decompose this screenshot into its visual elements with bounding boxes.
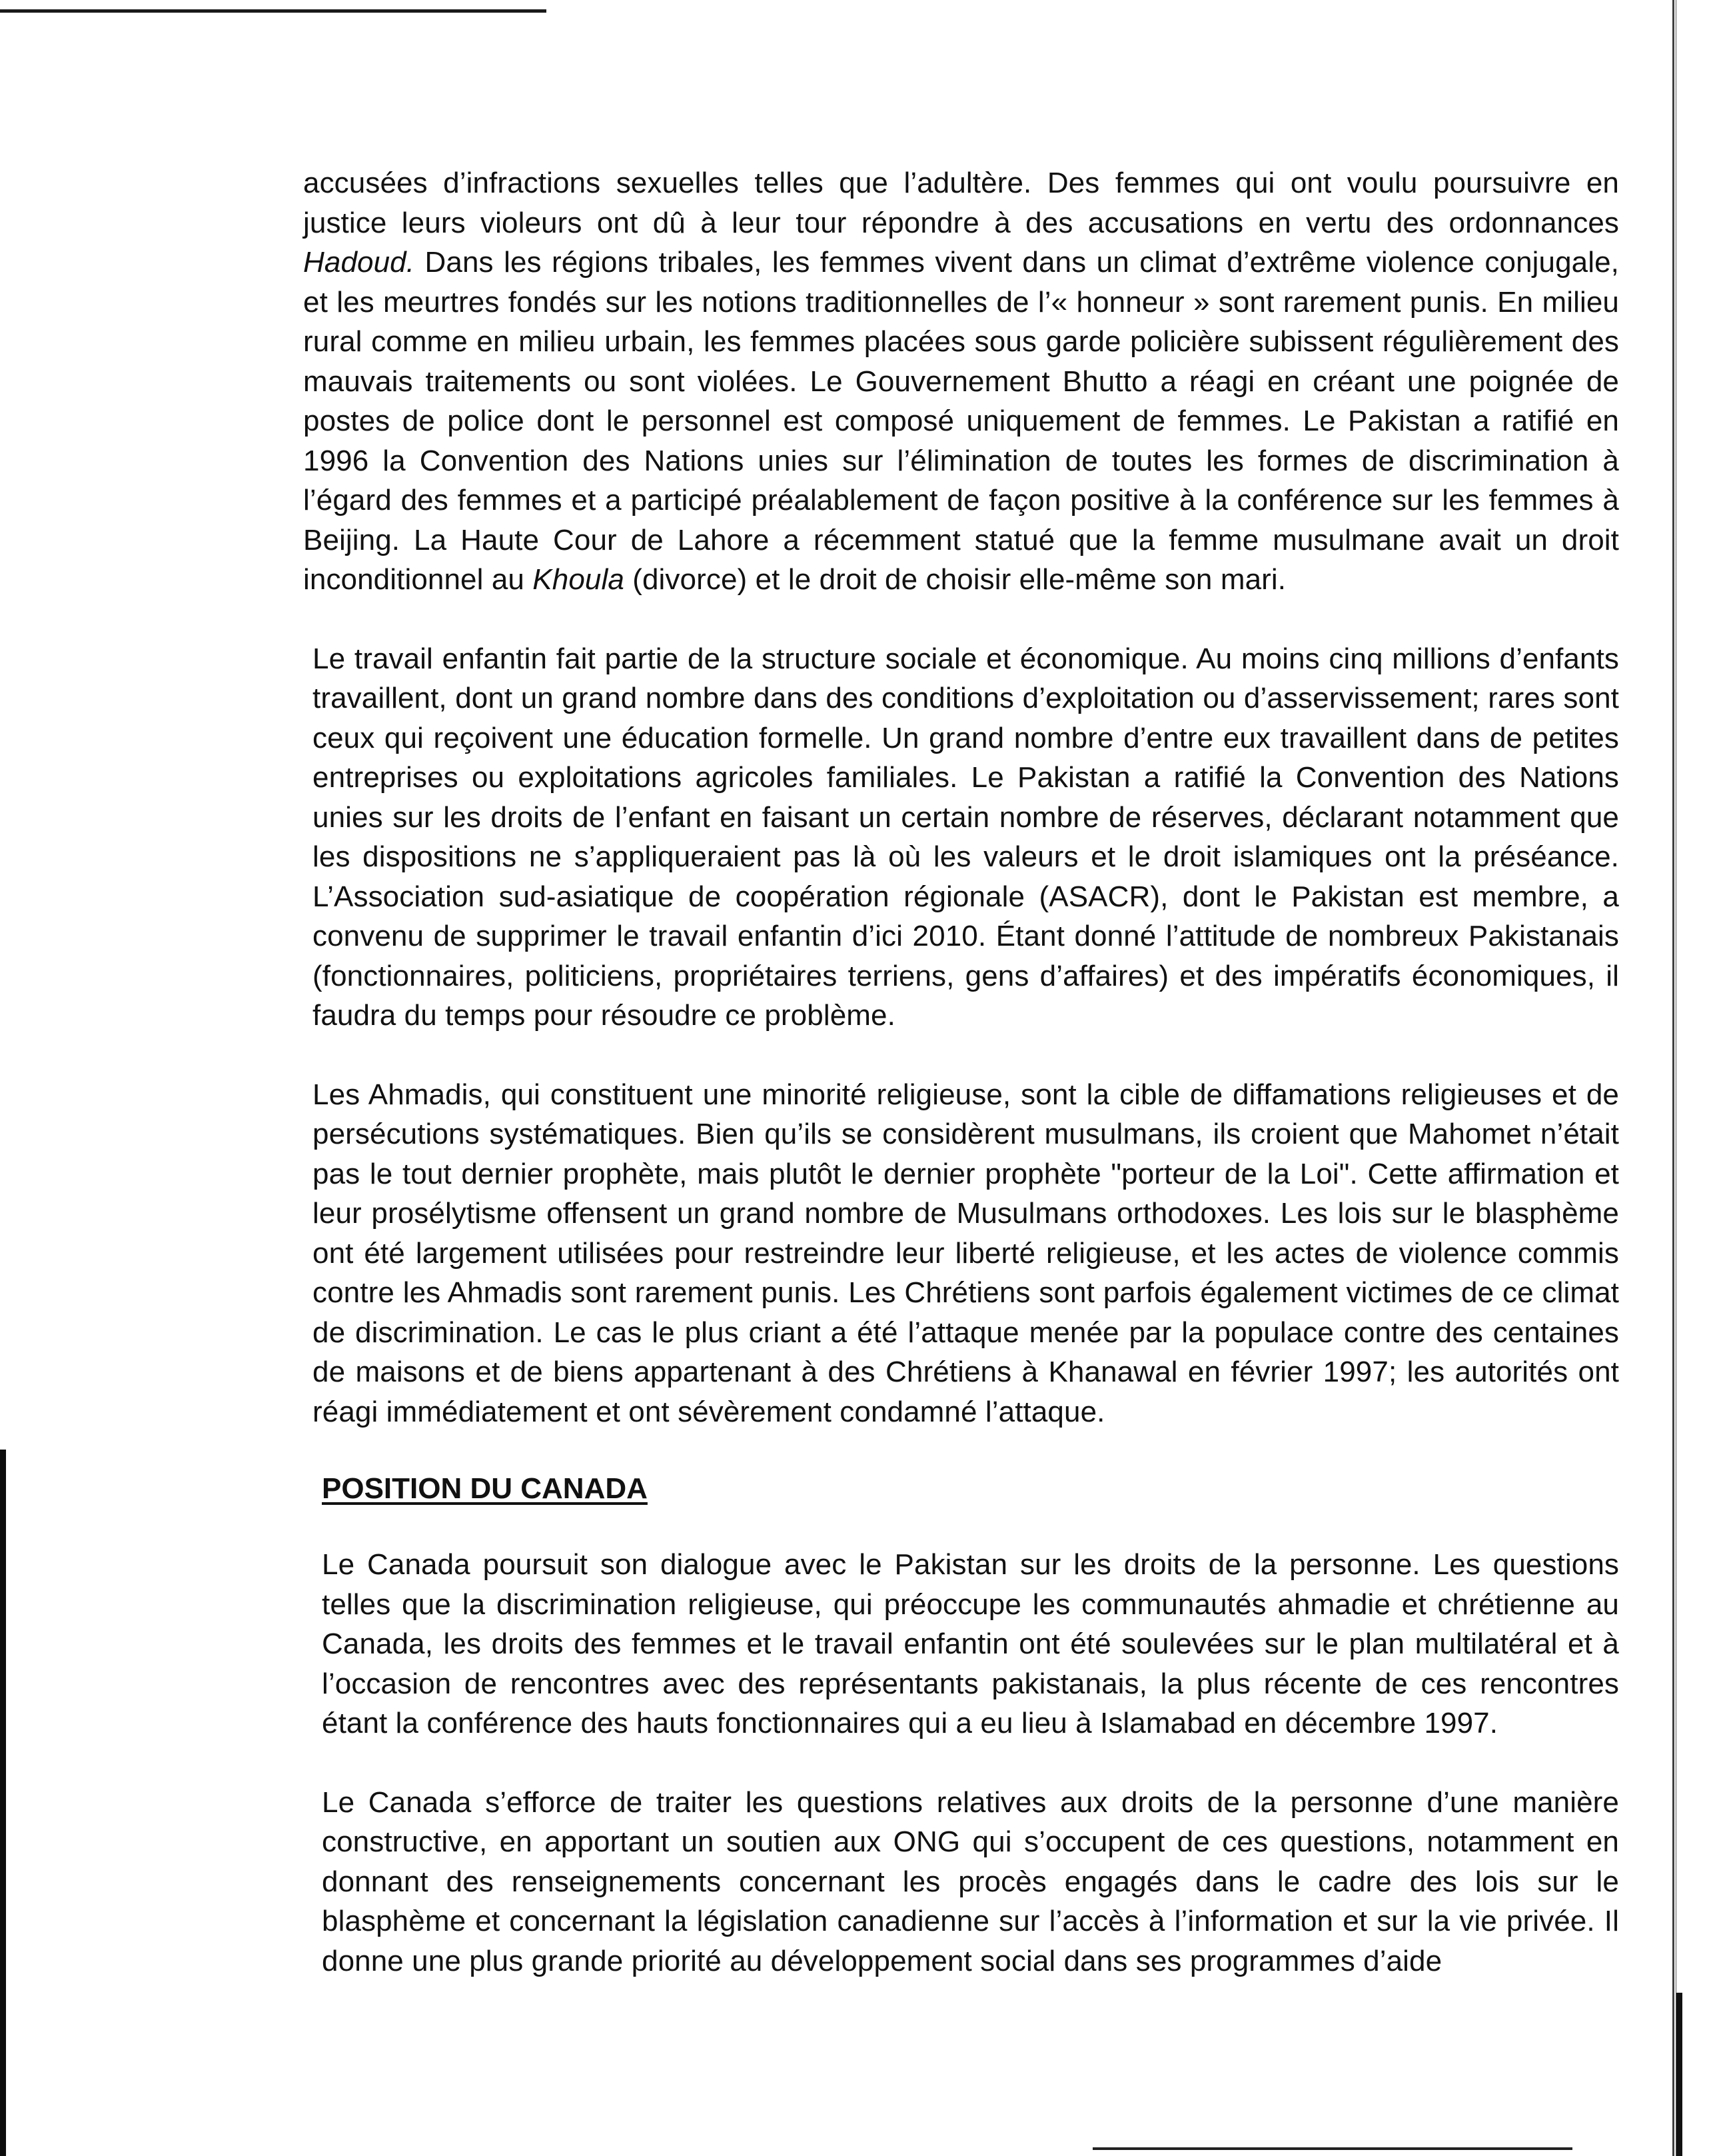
paragraph-canada-efforts: Le Canada s’efforce de traiter les questions relatives aux droits de la personne d’une manière constructive, en apportant un soutien aux ONG qui s’occupent de ces questions, notamment en donnant des renseignements concernant les procès engagés dans le cadre des lois sur le blasphème et concernant la législation canadienne sur l’accès à l’information et sur la vie privée. Il donne une plus grande priorité au développement social dans ses programmes d’aide [322, 1785, 1619, 1977]
paragraph-women-rights [303, 163, 1619, 600]
paragraph-women-rights-end: (divorce) et le droit de choisir elle-même son mari. [624, 563, 1287, 596]
scan-top-edge-line [0, 9, 546, 13]
term-khoula: Khoula [532, 563, 624, 596]
scan-left-edge-bar [0, 1450, 6, 2156]
section-heading: POSITION DU CANADA [322, 1472, 648, 1505]
scan-right-edge-bar [1676, 1993, 1682, 2156]
scan-right-edge-line [1672, 0, 1678, 2156]
paragraph-ahmadis: Les Ahmadis, qui constituent une minorité religieuse, sont la cible de diffamations religieuses et de persécutions systématiques. Bien qu’ils se considèrent musulmans, ils croient que Mahomet n’était pas le tout dernier prophète, mais plutôt le dernier prophète "porteur de la Loi". Cette affirmation et leur prosélytisme offensent un grand nombre de Musulmans orthodoxes. Les lois sur le blasphème ont été largement utilisées pour restreindre leur liberté religieuse, et les actes de violence commis contre les Ahmadis sont rarement punis. Les Chrétiens sont parfois également victimes de ce climat de discrimination. Le cas le plus criant a été l’attaque menée par la populace contre des centaines de maisons et de biens appartenant à des Chrétiens à Khanawal en février 1997; les autorités ont réagi immédiatement et ont sévèrement condamné l’attaque. [312, 1078, 1619, 1428]
paragraph-women-rights-middle: Dans les régions tribales, les femmes vivent dans un climat d’extrême violence conjugale, et les meurtres fondés sur les notions traditionnelles de l’« honneur » sont rarement punis. En milieu rural comme en milieu urbain, les femmes placées sous garde policière subissent régulièrement des mauvais traitements ou sont violées. Le Gouvernement Bhutto a réagi en créant une poignée de postes de police dont le personnel est composé uniquement de femmes. Le Pakistan a ratifié en 1996 la Convention des Nations unies sur l’élimination de toutes les formes de discrimination à l’égard des femmes et a participé préalablement de façon positive à la conférence sur les femmes à Beijing. La Haute Cour de Lahore a récemment statué que la femme musulmane avait un droit inconditionnel au [303, 246, 1619, 596]
paragraph-child-labour: Le travail enfantin fait partie de la structure sociale et économique. Au moins cinq millions d’enfants travaillent, dont un grand nombre dans des conditions d’exploitation ou d’asservissement; rares sont ceux qui reçoivent une éducation formelle. Un grand nombre d’entre eux travaillent dans de petites entreprises ou exploitations agricoles familiales. Le Pakistan a ratifié la Convention des Nations unies sur les droits de l’enfant en faisant un certain nombre de réserves, déclarant notamment que les dispositions ne s’appliqueraient pas là où les valeurs et le droit islamiques ont la préséance. L’Association sud-asiatique de coopération régionale (ASACR), dont le Pakistan est membre, a convenu de supprimer le travail enfantin d’ici 2010. Étant donné l’attitude de nombreux Pakistanais (fonctionnaires, politiciens, propriétaires terriens, gens d’affaires) et des impératifs économiques, il faudra du temps pour résoudre ce problème. [312, 642, 1619, 1032]
scan-bottom-edge-line [1093, 2147, 1572, 2150]
paragraph-canada-dialogue: Le Canada poursuit son dialogue avec le Pakistan sur les droits de la personne. Les questions telles que la discrimination religieuse, qui préoccupe les communautés ahmadie et chrétienne au Canada, les droits des femmes et le travail enfantin ont été soulevées sur le plan multilatéral et à l’occasion de rencontres avec des représentants pakistanais, la plus récente de ces rencontres étant la conférence des hauts fonctionnaires qui a eu lieu à Islamabad en décembre 1997. [322, 1548, 1619, 1739]
document-body [303, 163, 1619, 1981]
paragraph-women-rights-start: accusées d’infractions sexuelles telles que l’adultère. Des femmes qui ont voulu poursuivre en justice leurs violeurs ont dû à leur tour répondre à des accusations en vertu des ordonnances [303, 167, 1619, 239]
term-hadoud: Hadoud. [303, 246, 415, 279]
